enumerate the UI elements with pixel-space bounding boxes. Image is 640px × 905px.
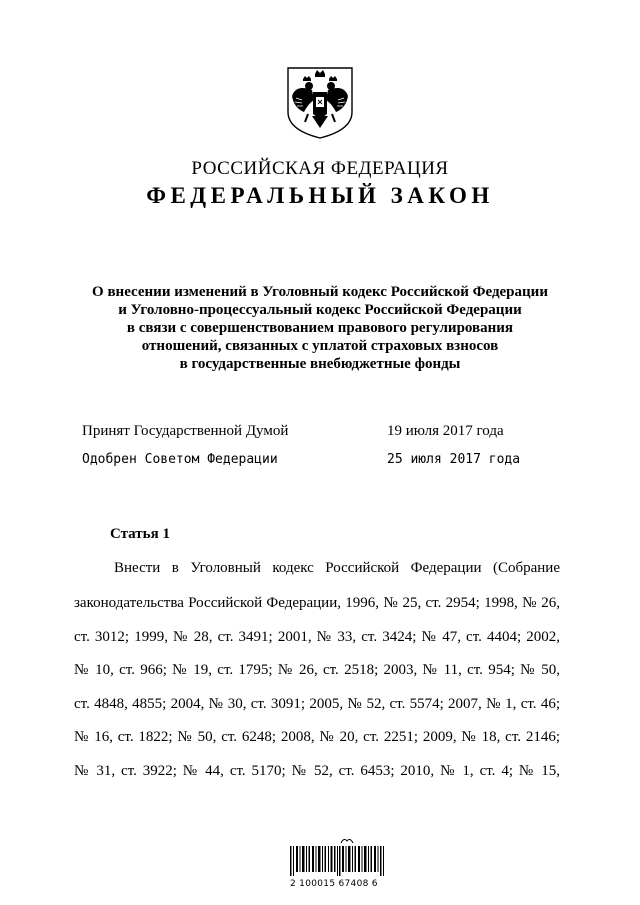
body-line: законодательства Российской Федерации, 1996, № 25, ст. 2954; 1998, № 26, [74, 595, 560, 611]
barcode-number: 2 100015 67408 6 [290, 879, 378, 889]
body-line: Внести в Уголовный кодекс Российской Федерации (Собрание [114, 560, 560, 576]
body-line: № 31, ст. 3922; № 44, ст. 5170; № 52, ст. 6453; 2010, № 1, ст. 4; № 15, [74, 763, 560, 779]
barcode-icon [290, 846, 386, 876]
body-line: № 10, ст. 966; № 19, ст. 1795; № 26, ст. 2518; 2003, № 11, ст. 954; № 50, [74, 662, 560, 678]
body-line: № 16, ст. 1822; № 50, ст. 6248; 2008, № 20, ст. 2251; 2009, № 18, ст. 2146; [74, 729, 560, 745]
adoption-label: Одобрен Советом Федерации [82, 452, 278, 467]
subject-line: в связи с совершенствованием правового регулирования [126, 320, 514, 336]
subject-line: отношений, связанных с уплатой страховых взносов [141, 338, 499, 354]
coat-of-arms-icon [282, 64, 358, 140]
subject-line: и Уголовно-процессуальный кодекс Российской Федерации [118, 302, 522, 318]
law-subject [60, 283, 580, 373]
country-name: РОССИЙСКАЯ ФЕДЕРАЦИЯ [191, 158, 449, 179]
article-title: Статья 1 [110, 526, 170, 542]
body-line: ст. 4848, 4855; 2004, № 30, ст. 3091; 2005, № 52, ст. 5574; 2007, № 1, ст. 46; [74, 696, 560, 712]
adoption-date: 19 июля 2017 года [387, 423, 504, 439]
adoption-date: 25 июля 2017 года [387, 452, 521, 467]
subject-line: О внесении изменений в Уголовный кодекс Российской Федерации [92, 284, 548, 300]
body-line: ст. 3012; 1999, № 28, ст. 3491; 2001, № 33, ст. 3424; № 47, ст. 4404; 2002, [74, 629, 560, 645]
registration-mark-icon [340, 836, 354, 844]
subject-line: в государственные внебюджетные фонды [179, 356, 461, 372]
adoption-label: Принят Государственной Думой [82, 423, 289, 439]
law-title: ФЕДЕРАЛЬНЫЙ ЗАКОН [146, 183, 494, 208]
barcode-block [290, 836, 390, 892]
